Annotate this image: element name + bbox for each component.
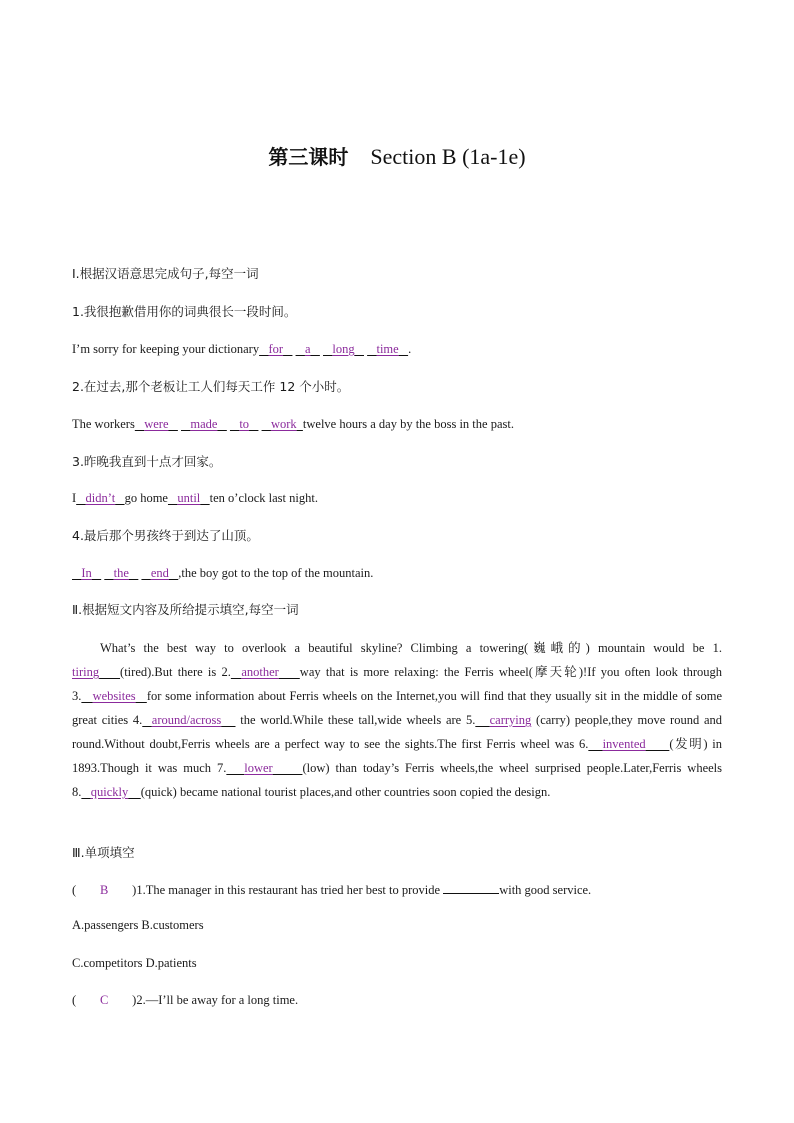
q4-answer-3: end	[150, 566, 169, 580]
passage-answer-6: invented	[602, 737, 646, 751]
mc-answer-2: C	[100, 993, 109, 1007]
q4-answer-1: In	[81, 566, 92, 580]
passage-answer-1: tiring	[72, 665, 100, 679]
q1-answer-3: long	[332, 342, 355, 356]
page-title	[0, 141, 794, 170]
q4-chinese: 4.最后那个男孩终于到达了山顶。	[72, 528, 259, 543]
passage-answer-4: around/across	[151, 713, 222, 727]
mc-answer-1: B	[100, 883, 109, 897]
q2-chinese: 2.在过去,那个老板让工人们每天工作 12 个小时。	[72, 379, 350, 394]
section1-heading: Ⅰ.根据汉语意思完成句子,每空一词	[72, 266, 259, 281]
passage-answer-3: websites	[92, 689, 136, 703]
q2-answer-2: made	[190, 417, 218, 431]
q3-english: I didn’t go home until ten o’clock last night.	[72, 491, 318, 505]
q4-answer-2: the	[113, 566, 129, 580]
passage-answer-7: lower	[244, 761, 273, 775]
passage-answer-2: another	[241, 665, 279, 679]
q2-answer-1: were	[144, 417, 169, 431]
title-english: Section B (1a-1e)	[370, 144, 526, 169]
mc-question-1: ( B )1.The manager in this restaurant has tried her best to provide with good service.	[72, 883, 592, 897]
q2-answer-4: work	[270, 417, 297, 431]
q1-answer-4: time	[376, 342, 399, 356]
section3-heading: Ⅲ.单项填空	[72, 845, 135, 860]
q3-answer-1: didn’t	[85, 491, 116, 505]
q3-chinese: 3.昨晚我直到十点才回家。	[72, 454, 222, 469]
passage-answer-8: quickly	[90, 785, 129, 799]
q2-english: The workers were made to work twelve hours a day by the boss in the past.	[72, 417, 514, 431]
section2-heading: Ⅱ.根据短文内容及所给提示填空,每空一词	[72, 602, 299, 617]
passage: What’s the best way to overlook a beautiful skyline? Climbing a towering(巍峨的) mountain would be 1. tiring (tired).But there is 2. another way that is more relaxing: the Ferris wheel(摩天轮)!If you often look through 3. websites for some information about Ferris wheels on the Internet,you will find that they usually sit in the middle of some great cities 4. around/across the world.While these tall,wide wheels are 5. carrying (carry) people,they move round and round.Without doubt,Ferris wheels are a perfect way to see the sights.The first Ferris wheel was 6. invented (发明) in 1893.Though it was much 7. lower (low) than today’s Ferris wheels,the wheel surprised people.Later,Ferris wheels 8. quickly (quick) became national tourist places,and other countries soon copied the design.	[72, 640, 723, 799]
q3-answer-2: until	[177, 491, 201, 505]
mc-options-1a: A.passengers B.customers	[72, 918, 204, 932]
q1-english: I’m sorry for keeping your dictionary for a long time .	[72, 342, 412, 356]
q2-answer-3: to	[239, 417, 250, 431]
q1-answer-1: for	[268, 342, 284, 356]
q1-chinese: 1.我很抱歉借用你的词典很长一段时间。	[72, 304, 297, 319]
q1-answer-2: a	[304, 342, 311, 356]
title-chinese: 第三课时	[268, 145, 349, 169]
mc-blank-1	[443, 881, 499, 894]
q4-english: In the end ,the boy got to the top of the mountain.	[81, 566, 374, 580]
passage-answer-5: carrying	[489, 713, 532, 727]
mc-options-1b: C.competitors D.patients	[72, 956, 197, 970]
mc-question-2: ( C )2.—I’ll be away for a long time.	[72, 993, 299, 1007]
